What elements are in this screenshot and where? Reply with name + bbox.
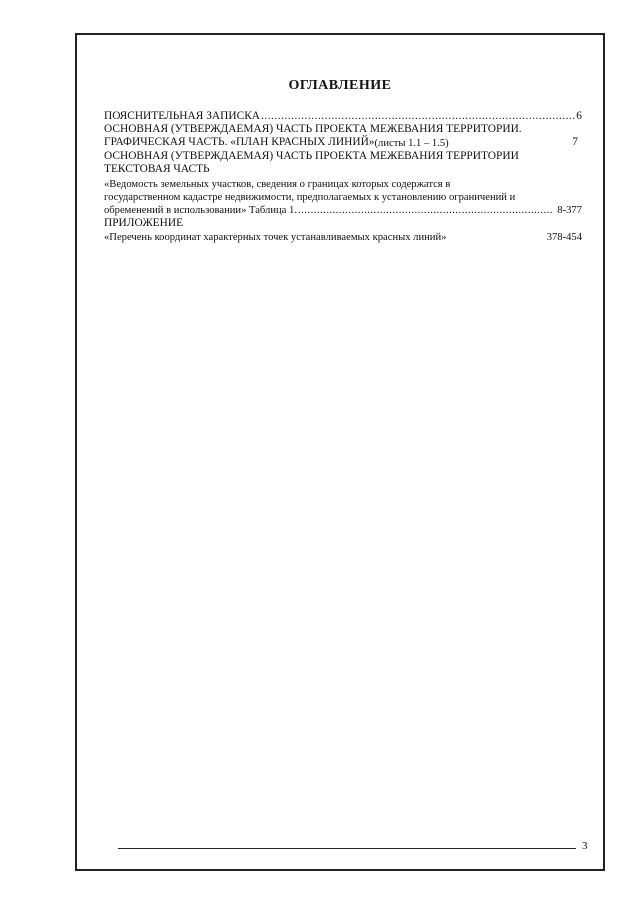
- toc-entry-text: ОСНОВНАЯ (УТВЕРЖДАЕМАЯ) ЧАСТЬ ПРОЕКТА МЕЖЕВАНИЯ ТЕРРИТОРИИ.: [104, 123, 522, 136]
- toc-entry-text: ТЕКСТОВАЯ ЧАСТЬ: [104, 162, 210, 175]
- toc-entry-line: [104, 191, 582, 204]
- table-of-contents: [104, 110, 582, 244]
- toc-entry-subtext: (листы 1.1 – 1.5): [374, 137, 449, 149]
- toc-entry-text: ПРИЛОЖЕНИЕ: [104, 217, 184, 230]
- toc-page-number: 7: [572, 136, 578, 149]
- toc-entry[interactable]: [104, 204, 582, 217]
- toc-page-number: 378-454: [546, 232, 582, 244]
- toc-entry-line: [104, 178, 582, 191]
- toc-entry-text: ГРАФИЧЕСКАЯ ЧАСТЬ. «ПЛАН КРАСНЫХ ЛИНИЙ»: [104, 136, 375, 149]
- page-title: ОГЛАВЛЕНИЕ: [288, 78, 392, 93]
- toc-entry-text: ПОЯСНИТЕЛЬНАЯ ЗАПИСКА: [104, 110, 261, 122]
- toc-page-number: 8-377: [557, 205, 582, 217]
- toc-entry-text: обременений в использовании» Таблица 1.: [104, 205, 297, 217]
- toc-page-number: 6: [576, 110, 582, 122]
- toc-entry-text: ОСНОВНАЯ (УТВЕРЖДАЕМАЯ) ЧАСТЬ ПРОЕКТА МЕЖЕВАНИЯ ТЕРРИТОРИИ: [104, 149, 519, 162]
- toc-entry-text: «Перечень координат характерных точек устанавливаемых красных линий»: [104, 232, 447, 244]
- toc-entry-line: [104, 150, 582, 163]
- toc-entry[interactable]: [104, 110, 582, 123]
- toc-entry-text: государственном кадастре недвижимости, предполагаемых к установлению ограничений и: [104, 192, 516, 204]
- toc-entry-line: [104, 123, 582, 136]
- toc-entry-text: «Ведомость земельных участков, сведения о границах которых содержатся в: [104, 179, 451, 191]
- toc-entry[interactable]: [104, 136, 582, 149]
- toc-entry-line: [104, 163, 582, 176]
- dot-leader: [298, 204, 552, 217]
- dot-leader: [261, 110, 575, 123]
- toc-entry[interactable]: [104, 231, 582, 244]
- footer-rule: [118, 848, 576, 849]
- toc-entry[interactable]: [104, 217, 582, 230]
- page-number: 3: [582, 840, 588, 852]
